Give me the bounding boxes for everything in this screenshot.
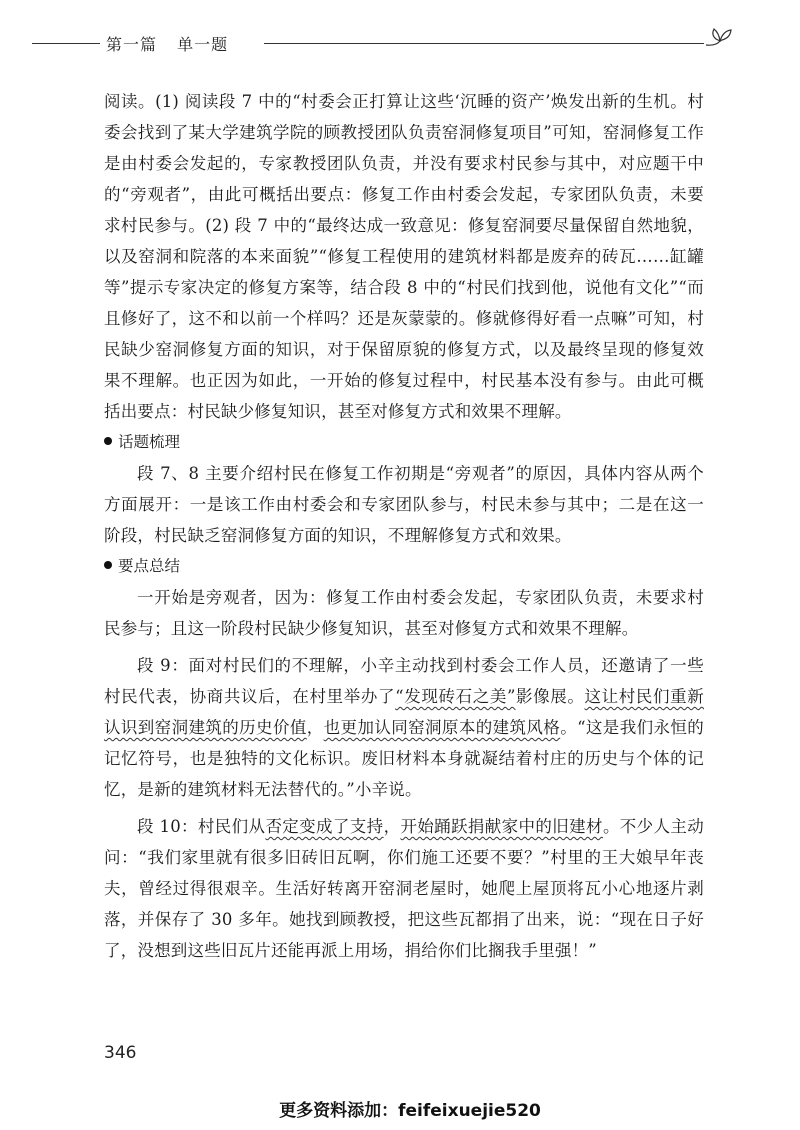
summary-heading-text: 要点总结 — [118, 557, 181, 575]
p9-text-a: 段 9：面对村民们的不理解，小辛主动找到村委会工作人员，还邀请了一些村民代表，协商共议后，在村里举办了 — [104, 656, 704, 706]
analysis-paragraph: 阅读。(1) 阅读段 7 中的“村委会正打算让这些‘沉睡的资产’焕发出新的生机。村委会找到了某大学建筑学院的顾教授团队负责窑洞修复项目”可知，窑洞修复工作是由村委会发起的，专家教授团队负责，并没有要求村民参与其中，对应题干中的“旁观者”，由此可概括出要点：修复工作由村委会发起，专家团队负责，未要求村民参与。(2) 段 7 中的“最终达成一致意见：修复窑洞要尽量保留自然地貌，以及窑洞和院落的本来面貌”“修复工程使用的建筑材料都是废弃的砖瓦……缸罐等”提示专家决定的修复方案等，结合段 8 中的“村民们找到他，说他有文化”“而且修好了，这不和以前一个样吗？还是灰蒙蒙的。修就修得好看一点嘛”可知，村民缺少窑洞修复方面的知识，对于保留原貌的修复方式，以及最终呈现的修复效果不理解。也正因为如此，一开始的修复过程中，村民基本没有参与。由此可概括出要点：村民缺少修复知识，甚至对修复方式和效果不理解。 — [104, 92, 704, 421]
bullet-icon — [104, 561, 112, 569]
summary-paragraph: 一开始是旁观者，因为：修复工作由村委会发起，专家团队负责，未要求村民参与；且这一阶段村民缺少修复知识，甚至对修复方式和效果不理解。 — [104, 588, 704, 638]
p9-text-b: 影像展。 — [515, 687, 585, 706]
topic-heading — [104, 427, 704, 458]
sprout-icon — [702, 24, 736, 54]
watermark-text: 更多资料添加：feifeixuejie520 — [279, 1101, 541, 1121]
header-rule-left — [32, 43, 100, 44]
header-title — [106, 32, 242, 55]
p10-wavy-1: 否定变成了支持 — [265, 817, 384, 836]
p10-text-b: ， — [383, 817, 401, 836]
bullet-icon — [104, 437, 112, 445]
p10-wavy-2: 开始踊跃捐献家中的旧建材 — [400, 817, 603, 836]
topic-paragraph: 段 7、8 主要介绍村民在修复工作初期是“旁观者”的原因，具体内容从两个方面展开：一是该工作由村委会和专家团队参与，村民未参与其中；二是在这一阶段，村民缺乏窑洞修复方面的知识，不理解修复方式和效果。 — [104, 464, 704, 545]
p9-wavy-3: 也更加认同窑洞原本的建筑风格 — [323, 718, 561, 737]
p9-text-c: ， — [306, 718, 324, 737]
header-chapter: 单一题 — [177, 35, 229, 54]
summary-heading — [104, 551, 704, 582]
running-header — [32, 30, 722, 58]
header-rule-right — [264, 43, 704, 44]
p10-text-c: 。不少人主动问：“我们家里就有很多旧砖旧瓦啊，你们施工还要不要？”村里的王大娘早年丧夫，曾经过得很艰辛。生活好转离开窑洞老屋时，她爬上屋顶将瓦小心地逐片剥落，并保存了 30 多年。她找到顾教授，把这些瓦都捐了出来，说：“现在日子好了，没想到这些旧瓦片还能再派上用场，捐给你们比搁我手里强！” — [104, 817, 705, 960]
p9-wavy-2: 这让村民们重新认识到窑洞建筑的历史价值 — [104, 687, 704, 737]
p9-wavy-1: “发现砖石之美” — [395, 687, 516, 706]
page-number: 346 — [104, 1043, 137, 1063]
p10-text-a: 段 10：村民们从 — [137, 817, 266, 836]
page-content — [104, 86, 704, 966]
header-section: 第一篇 — [106, 35, 158, 54]
p9-text-d: 。“这是我们永恒的记忆符号，也是独特的文化标识。废旧材料本身就凝结着村庄的历史与个体的记忆，是新的建筑材料无法替代的。”小辛说。 — [104, 718, 704, 799]
passage-paragraph-10 — [104, 811, 704, 966]
passage-paragraph-9 — [104, 650, 704, 805]
topic-heading-text: 话题梳理 — [118, 433, 181, 451]
